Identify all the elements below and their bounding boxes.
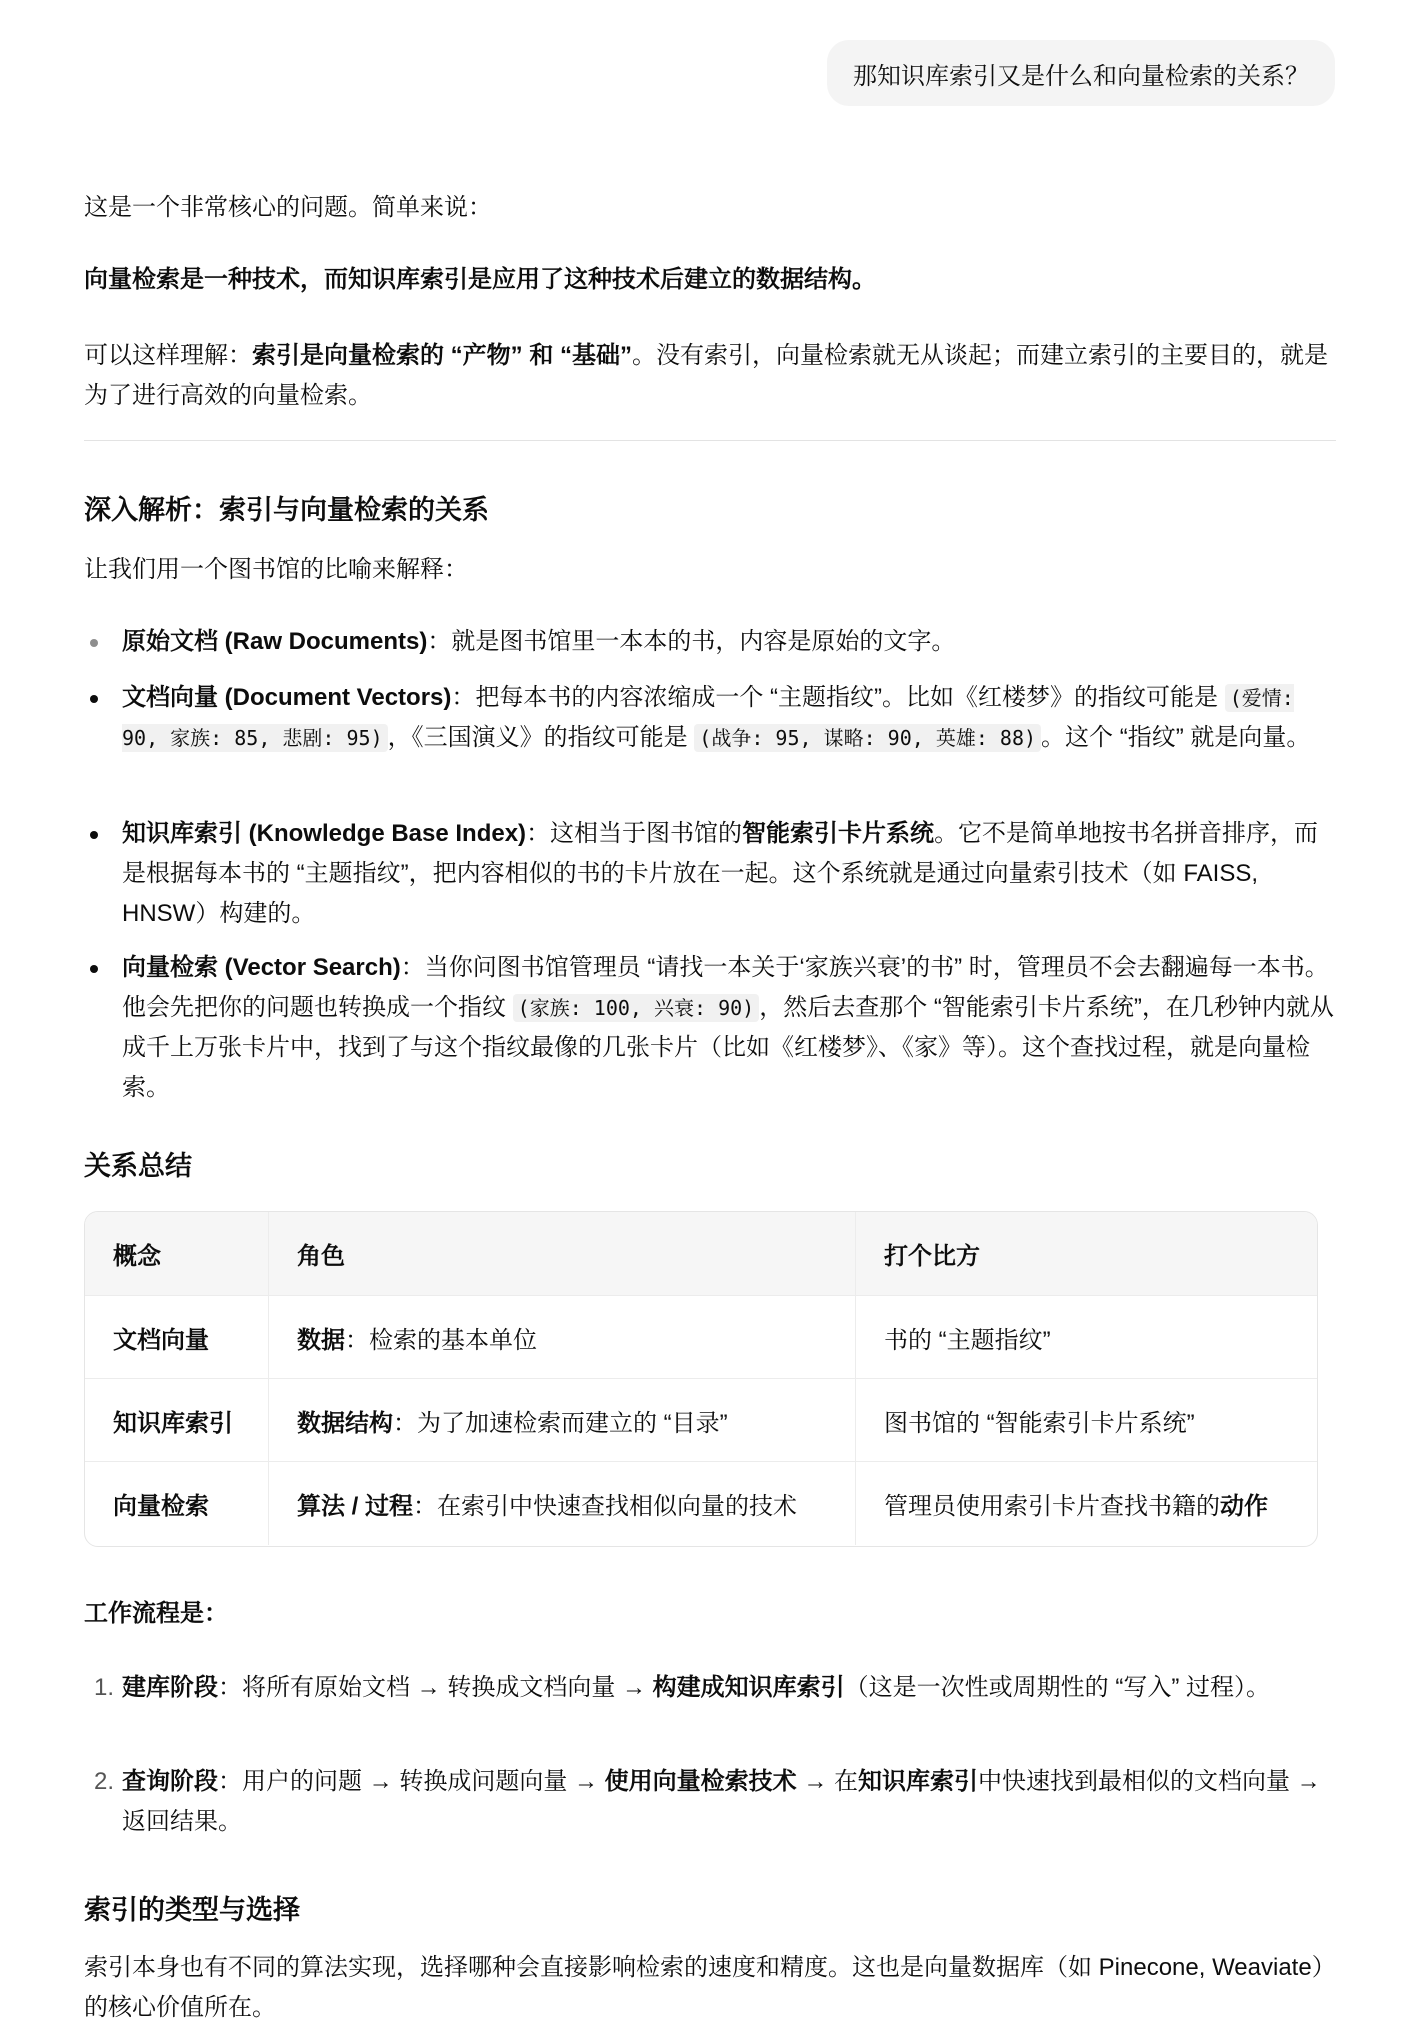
bullet-text: 。它不是简单地按书名拼音排序，而是根据每本书的 “主题指纹”，把内容相似的书的卡片放在一起。这个系统就是通过向量索引技术（如 FAISS, HNSW）构建的。: [122, 820, 1319, 927]
bullet-text: ，然后去查那个 “智能索引卡片系统”，在几秒钟内就从成千上万张卡片中，找到了与这个指纹最像的几张卡片（比如《红楼梦》、《家》等）。这个查找过程，就是向量检索。: [122, 994, 1334, 1101]
bullet-term: 文档向量 (Document Vectors): [122, 684, 452, 711]
table-cell: [855, 1462, 1317, 1545]
list-item: [84, 622, 1336, 662]
bullet-text: 。这个 “指纹” 就是向量。: [1041, 724, 1311, 751]
section3-text: 索引本身也有不同的算法实现，选择哪种会直接影响检索的速度和精度。这也是向量数据库（如 Pinecone, Weaviate）的核心价值所在。: [84, 1954, 1336, 2021]
thesis-text: 向量检索是一种技术，而知识库索引是应用了这种技术后建立的数据结构。: [84, 266, 876, 293]
step-term: 建库阶段: [122, 1674, 218, 1701]
summary-table: [84, 1211, 1318, 1547]
step-text: ：用户的问题 → 转换成问题向量 →: [218, 1768, 605, 1795]
cell-text: 书的 “主题指纹”: [884, 1327, 1051, 1354]
bullet-text: ：就是图书馆里一本本的书，内容是原始的文字。: [427, 628, 956, 655]
cell-text: 图书馆的 “智能索引卡片系统”: [884, 1410, 1195, 1437]
table-header-cell: 角色: [268, 1212, 855, 1295]
bullet-term: 知识库索引 (Knowledge Base Index): [122, 820, 527, 847]
list-number: 2.: [93, 1768, 114, 1795]
divider: [84, 440, 1336, 441]
step-text: ：将所有原始文档 → 转换成文档向量 →: [218, 1674, 653, 1701]
step-text: （这是一次性或周期性的 “写入” 过程）。: [844, 1674, 1270, 1701]
cell-bold: 数据结构: [297, 1410, 393, 1437]
intro-text: 这是一个非常核心的问题。简单来说：: [84, 194, 492, 221]
table-row: [85, 1378, 1317, 1462]
cell-text: 管理员使用索引卡片查找书籍的: [884, 1493, 1220, 1520]
bullet-text: ：把每本书的内容浓缩成一个 “主题指纹”。比如《红楼梦》的指纹可能是: [451, 684, 1225, 711]
user-message-text: 那知识库索引又是什么和向量检索的关系？: [853, 62, 1309, 90]
bullet-text: ，《三国演义》的指纹可能是: [387, 724, 695, 751]
cell-bold: 动作: [1220, 1493, 1268, 1520]
vector-code-example: (爱情: 90, 家族: 85, 悲剧: 95): [122, 686, 1294, 750]
step-bold: 构建成知识库索引: [652, 1674, 845, 1701]
bullet-text: ：这相当于图书馆的: [526, 820, 743, 847]
bullet-dot: [90, 831, 98, 839]
list-item: [84, 948, 1336, 1108]
table-row: [85, 1295, 1317, 1379]
section-title-index-types: 索引的类型与选择: [84, 1895, 300, 1925]
table-header-row: [85, 1212, 1317, 1295]
ordered-list-item: [84, 1762, 1336, 1842]
cell-text: ：检索的基本单位: [345, 1327, 537, 1354]
understanding-bold: 索引是向量检索的 “产物” 和 “基础”: [252, 342, 633, 369]
cell-text: ：为了加速检索而建立的 “目录”: [393, 1410, 728, 1437]
table-row: [85, 1461, 1317, 1545]
understanding-suffix: 。没有索引，向量检索就无从谈起；而建立索引的主要目的，就是为了进行高效的向量检索。: [84, 342, 1329, 409]
ordered-list-item: [84, 1668, 1336, 1708]
bullet-term: 原始文档 (Raw Documents): [122, 628, 428, 655]
table-cell: [268, 1296, 855, 1379]
cell-bold: 数据: [297, 1327, 345, 1354]
bullet-term: 向量检索 (Vector Search): [122, 954, 401, 981]
table-cell: 向量检索: [113, 1493, 209, 1520]
user-message-bubble: [827, 40, 1335, 106]
table-cell: 知识库索引: [113, 1410, 233, 1437]
table-header-cell: 概念: [113, 1243, 161, 1270]
step-bold: 使用向量检索技术: [604, 1768, 797, 1795]
step-term: 查询阶段: [122, 1768, 218, 1795]
understanding-paragraph: [84, 336, 1336, 416]
bullet-dot: [90, 639, 98, 647]
list-item: [84, 814, 1336, 934]
table-cell: [268, 1462, 855, 1545]
bullet-dot: [90, 695, 98, 703]
bullet-text: ：当你问图书馆管理员 “请找一本关于‘家族兴衰’的书” 时，管理员不会去翻遍每一本书。他会先把你的问题也转换成一个指纹: [122, 954, 1329, 1021]
vector-code-example: (家族: 100, 兴衰: 90): [513, 994, 760, 1022]
list-number: 1.: [93, 1674, 114, 1701]
understanding-prefix: 可以这样理解：: [84, 342, 252, 369]
cell-text: ：在索引中快速查找相似向量的技术: [413, 1493, 798, 1520]
step-text: → 在: [796, 1768, 859, 1795]
section-title-summary: 关系总结: [84, 1151, 192, 1181]
table-cell: [855, 1296, 1317, 1379]
step-text: 中快速找到最相似的文档向量 → 返回结果。: [122, 1768, 1321, 1835]
bullet-bold: 智能索引卡片系统: [742, 820, 935, 847]
cell-bold: 算法 / 过程: [297, 1493, 414, 1520]
table-cell: 文档向量: [113, 1327, 209, 1354]
list-item: [84, 678, 1336, 758]
section-title-relationship: 深入解析：索引与向量检索的关系: [84, 495, 489, 525]
bullet-dot: [90, 965, 98, 973]
table-header-cell: 打个比方: [855, 1212, 1317, 1295]
vector-code-example: (战争: 95, 谋略: 90, 英雄: 88): [694, 724, 1041, 752]
section-lead: 让我们用一个图书馆的比喻来解释：: [84, 556, 468, 583]
table-cell: [855, 1379, 1317, 1462]
table-cell: [268, 1379, 855, 1462]
step-bold: 知识库索引: [858, 1768, 979, 1795]
workflow-title: 工作流程是：: [84, 1600, 228, 1627]
